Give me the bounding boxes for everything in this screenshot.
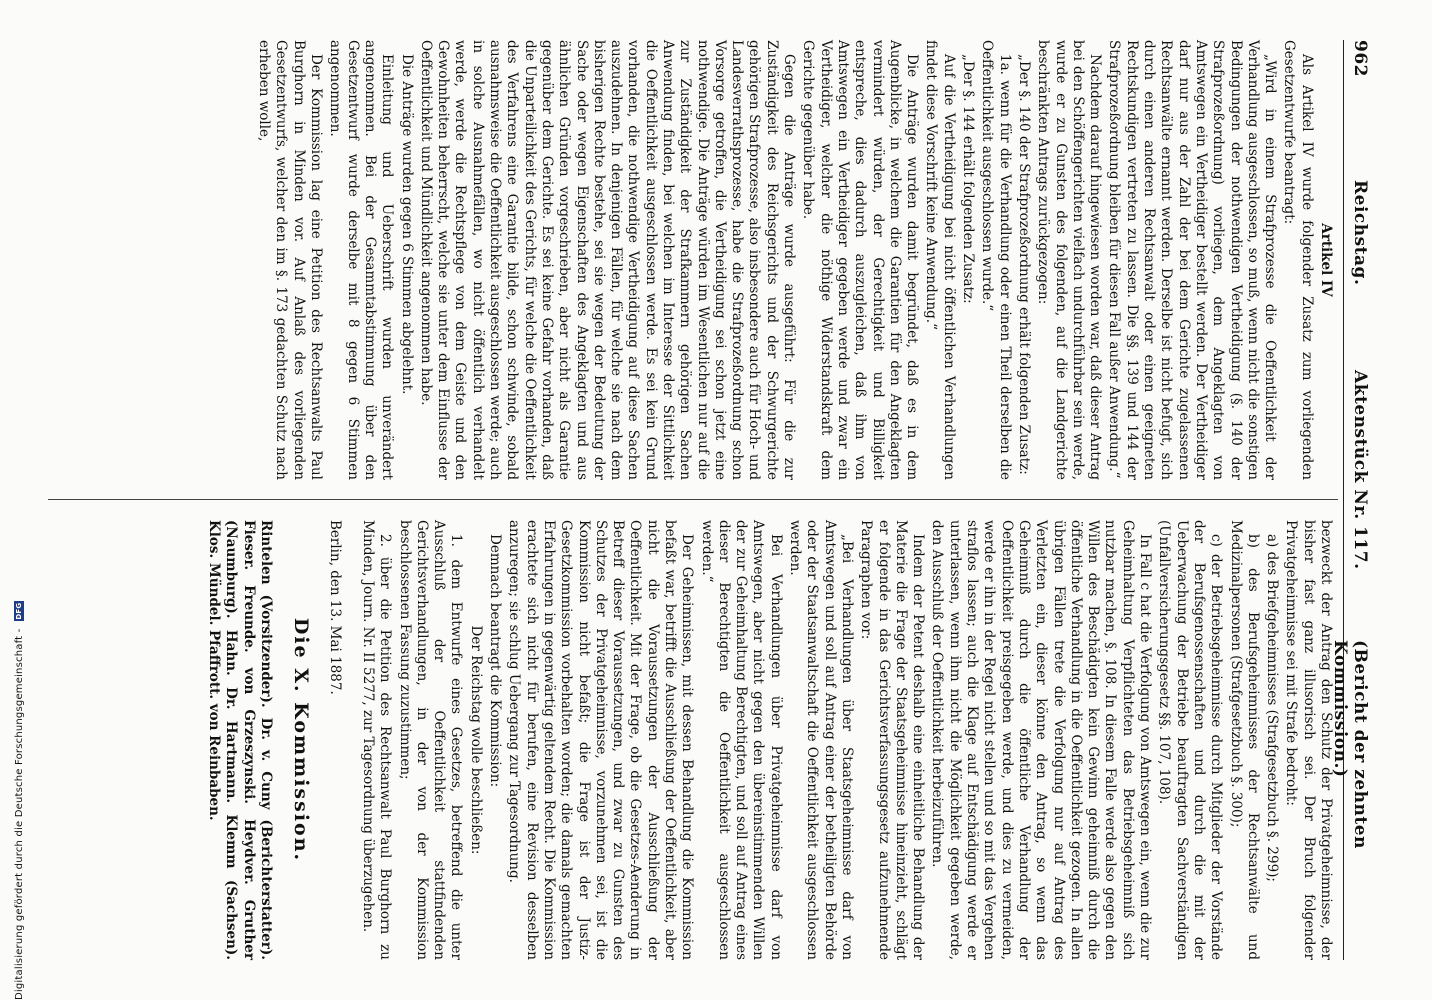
digitization-note: Digitalisierung gefördert durch die Deutsche Forschungsgemeinschaft - (14, 628, 25, 1000)
digitization-footer (14, 0, 34, 1000)
signatures: Rintelen (Vorsitzender). Dr. v. Cuny (Berichterstatter). Fieser. Freunde. von Grzeszynski. Heydver. Gruther (Naumburg). Hahn. Dr. Hartmann. Klemm (Sachsen). Klos. Mündel. Pfaffrott. von Reinbaben. (206, 520, 275, 960)
paragraph: Als Artikel IV wurde folgender Zusatz zum vorliegenden Gesetzentwurfe beantragt: (1281, 40, 1315, 480)
paragraph: Indem der Petent deshalb eine einheitliche Behandlung der Materie die Frage der Staatsgeheimnisse hineinzieht, schlägt er folgende in das Gerichtsverfassungsgesetz aufzunehmende Paragraphen vor: (858, 520, 927, 960)
header-right-title: (Bericht der zehnten Kommission.) (1330, 640, 1370, 849)
page-header (1330, 40, 1372, 960)
header-center-title: Aktenstück Nr. 117. (1350, 370, 1370, 570)
date-line: Berlin, den 13. Mai 1887. (326, 520, 343, 695)
list-item: 2. über die Petition des Rechtsanwalt Paul Burghorn zu Minden, Journ. Nr. II 5277, zur Tagesordnung überzugehen. (359, 520, 394, 960)
quote: 1a. wenn für die Verhandlung oder einen Theil derselben die Oeffentlichkeit ausgeschlossen wurde.“ (979, 40, 1013, 480)
spacer (343, 520, 357, 960)
quote: „Der §. 140 der Strafprozeßordnung erhält folgenden Zusatz: (1015, 54, 1032, 475)
paragraph: bezweckt der Antrag den Schutz der Privatgeheimnisse, der bisher fast ganz illusorisch sei. Der Bruch folgender Privatgeheimnisse sei mit Strafe bedroht: (1283, 520, 1334, 960)
list-item: c) der Betriebsgeheimnisse durch Mitglieder der Vorstände der Berufsgenossenschaften und durch die mit der Ueberwachung der Betriebe beauftragten Sachverständigen (Unfallversicherungsgesetz §§. 107, 108). (1156, 520, 1225, 960)
quote: Auf die Vertheidigung bei nicht öffentlichen Verhandlungen findet diese Vorschrift keine Anwendung.“ (923, 40, 957, 480)
dfg-logo-icon: DFG (15, 602, 23, 620)
paragraph: Die Anträge wurden gegen 6 Stimmen abgelehnt. (398, 54, 415, 395)
quote: „Der §. 144 erhält folgenden Zusatz: (960, 54, 977, 304)
paragraph: Einleitung und Ueberschrift wurden unverändert angenommen. Bei der Gesammtabstimmung über den Gesetzentwurf wurde derselbe mit 8 gegen 6 Stimmen angenommen. (327, 40, 396, 480)
commission-title: Die X. Kommission. (290, 617, 313, 863)
list-item: a) des Briefgeheimnisses (Strafgesetzbuch §. 299); (1264, 534, 1281, 882)
list-item: b) des Berufsgeheimnisses der Rechtsanwälte und Medizinalpersonen (Strafgesetzbuch §. 300); (1227, 520, 1261, 960)
column-divider (48, 499, 1338, 500)
quote: „Bei Verhandlungen über Staatsgeheimnisse darf von Amtswegen und soll auf Antrag einer der betheiligten Behörde oder der Staatsanwaltschaft die Oeffentlichkeit ausgeschlossen werden. (787, 520, 855, 960)
paragraph: Der Geheimnissen, mit dessen Behandlung die Kommission befaßt war, betrifft die Ausschließung der Oeffentlichkeit, aber nicht die Voraussetzungen der Ausschließung der Oeffentlichkeit. Mit der Frage, ob die Gesetzes-Aenderung in Betreff dieser Voraussetzungen, und zwar zu Gunsten des Schutzes der Privatgeheimnisse, vorzunehmen sei, ist die Kommission nicht befaßt; die Frage ist der Justiz-Gesetzkommission vorbehalten worden; die damals gemachten Erfahrungen in gegenwärtig geltendem Recht. Die Kommission erachtete sich nicht für berufen, eine Revision desselben anzuregen; sie schlug Uebergang zur Tagesordnung. (506, 520, 696, 960)
paragraph: Die Anträge wurden damit begründet, daß es in dem Augenblicke, in welchem die Garantien für den Angeklagten vermindert würden, der Gerechtigkeit und Billigkeit entspreche, dies dadurch auszugleichen, daß ihm von Amtswegen ein Vertheidiger gegeben werde und zwar ein Vertheidiger, welcher die nöthige Widerstandskraft dem Gerichte gegenüber habe. (800, 40, 921, 480)
left-column (253, 40, 1334, 480)
quote: „Wird in einem Strafprozesse die Oeffentlichkeit der Verhandlung ausgeschlossen, so muß, wenn nicht die sonstigen Bedingungen der nothwendigen Vertheidigung (§. 140 der Strafprozeßordnung) vorliegen, dem Angeklagten von Amtswegen ein Vertheidiger bestellt werden. Der Vertheidiger darf nur aus der Zahl der bei dem Gerichte zugelassenen Rechtsanwälte ernannt werden. Derselbe ist nicht befugt, sich durch einen anderen Rechtsanwalt oder einen geeigneten Rechtskundigen vertreten zu lassen. Die §§. 139 und 144 der Strafprozeßordnung bleiben für diesen Fall außer Anwendung.“ (1106, 40, 1279, 480)
paragraph: In Fall c hat die Verfolgung von Amtswegen ein, wenn die zur Geheimhaltung Verpflichteten das Betriebsgeheimniß sich nutzbar machen, §. 108. In diesem Falle werde also gegen den Willen des Beschädigten kein Gewinn geheimniß durch die öffentliche Verhandlung in die Oeffentlichkeit gezogen. In allen übrigen Fällen trete die Verfolgung nur auf Antrag des Verletzten ein, dieser könne den Antrag, so wenn das Geheimniß durch die öffentliche Verhandlung der Oeffentlichkeit preisgegeben werde, und dies zu vermeiden, werde er ihn in der Regel nicht stellen und so mit das Vergehen straflos lassen; auch die Klage auf Entschädigung werde er unterlassen, wenn ihm nicht die Möglichkeit gegeben werde, den Ausschluß der Oeffentlichkeit herbeizuführen. (929, 520, 1154, 960)
article-heading: Artikel IV (1318, 223, 1334, 297)
list-item: 1. dem Entwurfe eines Gesetzes, betreffend die unter Ausschluß der Oeffentlichkeit stattfindenden Gerichtsverhandlungen, in der von der Kommission beschlossenen Fassung zuzustimmen; (396, 520, 465, 960)
paragraph: Der Reichstag wolle beschließen: (467, 625, 484, 855)
paragraph: Demnach beantragt die Kommission: (487, 534, 504, 788)
paragraph: Der Kommission lag eine Petition des Rechtsanwalts Paul Burghorn in Minden vor. Auf Anlaß des vorliegenden Gesetzentwurfs, welcher den im §. 173 gedachten Schutz nach erheben wolle, (256, 40, 325, 480)
header-left-title: Reichstag. (1350, 180, 1370, 286)
paragraph: Gegen die Anträge wurde ausgeführt: Für die zur Zuständigkeit des Reichsgerichts und der Schwurgerichte gehörigen Strafprozesse, also insbesondere auch für Hoch- und Landesverrathsprozesse, habe die Strafprozeßordnung schon Vorsorge getroffen, die Vertheidigung sei schon jetzt eine nothwendige. Die Anträge würden im Wesentlichen nur auf die zur Zuständigkeit der Strafkammern gehörigen Sachen Anwendung finden, bei welchen im Interesse der Sittlichkeit die Oeffentlichkeit ausgeschlossen werde. Es sei kein Grund vorhanden, die nothwendige Vertheidigung auf diese Sachen auszudehnen. In denjenigen Fällen, für welche sie nach dem bisherigen Rechte bestehe, sei sie wegen der Bedeutung der Sache oder wegen Eigenschaften des Angeklagten und aus ähnlichen Gründen vorgeschrieben, aber nicht als Garantie gegenüber dem Gerichte. Es sei keine Gefahr vorhanden, daß die Unparteilichkeit des Gerichts, für welche die Oeffentlichkeit des Verfahrens eine Garantie bilde, schon schwinde, sobald ausnahmsweise die Oeffentlichkeit ausgeschlossen werde; auch in solche Ausnahmefällen, wo nicht öffentlich verhandelt werde, werde die Rechtspflege von dem Geiste und den Gewohnheiten beherrscht, welche sie unter dem Einflusse der Oeffentlichkeit und Mündlichkeit angenommen habe. (417, 40, 798, 480)
right-column (203, 520, 1334, 960)
quote: Bei Verhandlungen über Privatgeheimnisse darf von Amtswegen, aber nicht gegen den übereinstimmenden Willen der zur Geheimhaltung Berechtigten, und soll auf Antrag eines dieser Berechtigten die Oeffentlichkeit ausgeschlossen werden.“ (698, 520, 784, 960)
page-number: 962 (1350, 40, 1370, 77)
page-content (32, 40, 1372, 960)
paragraph: Nachdem darauf hingewiesen worden war, daß dieser Antrag bei den Schöffengerichten vielfach undurchführbar sein werde, wurde er zu Gunsten des folgenden, auf die Landgerichte beschränkten Antrags zurückgezogen: (1035, 40, 1104, 480)
